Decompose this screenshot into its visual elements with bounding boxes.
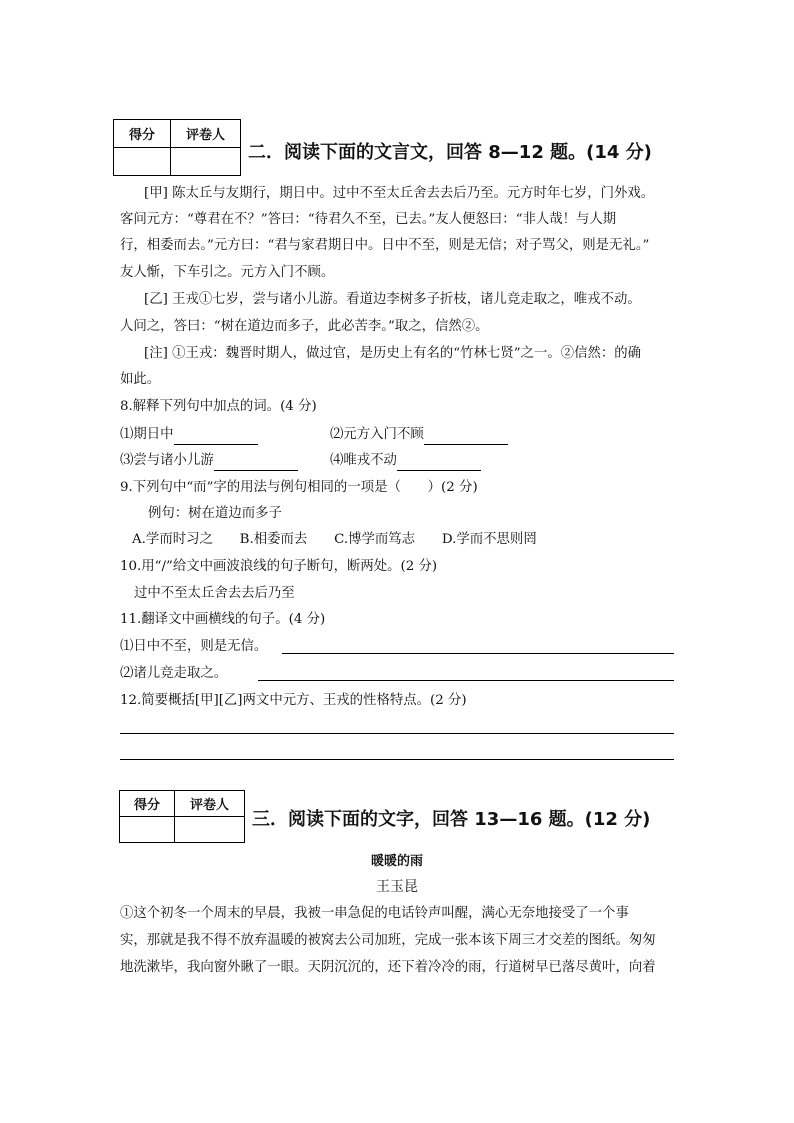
score-cell[interactable] bbox=[120, 817, 175, 843]
q8-stem: 8.解释下列句中加点的词。(4 分) bbox=[120, 399, 317, 414]
q10-stem: 10.用“/”给文中画波浪线的句子断句，断两处。(2 分) bbox=[120, 559, 438, 574]
q8-answer-blank[interactable] bbox=[424, 428, 508, 445]
q9-options[interactable]: A.学而时习之 B.相委而去 C.博学而笃志 D.学而不思则罔 bbox=[132, 532, 537, 547]
q8-item-1 bbox=[120, 425, 258, 445]
q11-answer-line[interactable] bbox=[282, 653, 674, 654]
q8-item-label: ⑶尝与诸小儿游 bbox=[120, 453, 214, 468]
q8-answer-blank[interactable] bbox=[214, 454, 298, 471]
q11-stem: 11.翻译文中画横线的句子。(4 分) bbox=[120, 612, 326, 627]
q9-example: 例句：树在道边而多子 bbox=[148, 506, 282, 521]
passage-line: [甲] 陈太丘与友期行，期日中。过中不至太丘舍去去后乃至。元方时年七岁，门外戏。 bbox=[144, 186, 655, 201]
q11-item-2: ⑵诸儿竞走取之。 bbox=[120, 666, 228, 681]
passage-line: 人问之，答曰：“树在道边而多子，此必苦李。”取之，信然②。 bbox=[120, 319, 489, 334]
score-label: 得分 bbox=[114, 120, 171, 148]
q9-stem: 9.下列句中“而”字的用法与例句相同的一项是（ ）(2 分) bbox=[120, 480, 478, 495]
q12-answer-line[interactable] bbox=[120, 733, 674, 734]
q10-sentence: 过中不至太丘舍去去后乃至 bbox=[134, 586, 295, 601]
grader-cell[interactable] bbox=[175, 817, 245, 843]
article-line: 实，那就是我不得不放弃温暖的被窝去公司加班，完成一张本该下周三才交差的图纸。匆匆 bbox=[120, 933, 656, 948]
q11-item-1: ⑴日中不至，则是无信。 bbox=[120, 639, 268, 654]
section3-title: 三．阅读下面的文字，回答 13—16 题。(12 分) bbox=[252, 809, 651, 830]
passage-line: 客问元方：“尊君在不？”答曰：“待君久不至，已去。”友人便怒曰：“非人哉！与人期 bbox=[120, 212, 617, 227]
grader-label: 评卷人 bbox=[175, 791, 245, 817]
section2-title: 二．阅读下面的文言文，回答 8—12 题。(14 分) bbox=[248, 142, 652, 163]
q8-answer-blank[interactable] bbox=[397, 454, 481, 471]
annotation-line: [注] ①王戎：魏晋时期人，做过官，是历史上有名的“竹林七贤”之一。②信然：的确 bbox=[144, 346, 642, 361]
q8-item-2 bbox=[330, 425, 508, 445]
q8-item-4 bbox=[330, 451, 481, 471]
article-author: 王玉昆 bbox=[376, 879, 418, 895]
q8-item-label: ⑷唯戎不动 bbox=[330, 453, 397, 468]
score-label: 得分 bbox=[120, 791, 175, 817]
q11-answer-line[interactable] bbox=[258, 680, 674, 681]
q12-stem: 12.简要概括[甲][乙]两文中元方、王戎的性格特点。(2 分) bbox=[120, 693, 467, 708]
grader-cell[interactable] bbox=[171, 148, 241, 176]
article-line: 地洗漱毕，我向窗外瞅了一眼。天阴沉沉的，还下着冷冷的雨，行道树早已落尽黄叶，向着 bbox=[120, 960, 656, 975]
q8-item-3 bbox=[120, 451, 298, 471]
article-line: ①这个初冬一个周末的早晨，我被一串急促的电话铃声叫醒，满心无奈地接受了一个事 bbox=[120, 906, 629, 921]
grader-label: 评卷人 bbox=[171, 120, 241, 148]
passage-line: 友人惭，下车引之。元方入门不顾。 bbox=[120, 265, 335, 280]
passage-line: 行，相委而去。”元方曰：“君与家君期日中。日中不至，则是无信；对子骂父，则是无礼。” bbox=[120, 238, 650, 253]
article-title: 暖暖的雨 bbox=[370, 854, 423, 869]
score-cell[interactable] bbox=[114, 148, 171, 176]
q12-answer-line[interactable] bbox=[120, 759, 674, 760]
q8-item-label: ⑵元方入门不顾 bbox=[330, 427, 424, 442]
q8-item-label: ⑴期日中 bbox=[120, 427, 174, 442]
q8-answer-blank[interactable] bbox=[174, 428, 258, 445]
score-table-section3 bbox=[119, 790, 245, 843]
passage-line: [乙] 王戎①七岁，尝与诸小儿游。看道边李树多子折枝，诸儿竞走取之，唯戎不动。 bbox=[144, 292, 641, 307]
score-table-section2 bbox=[113, 119, 241, 176]
annotation-line: 如此。 bbox=[120, 372, 161, 387]
